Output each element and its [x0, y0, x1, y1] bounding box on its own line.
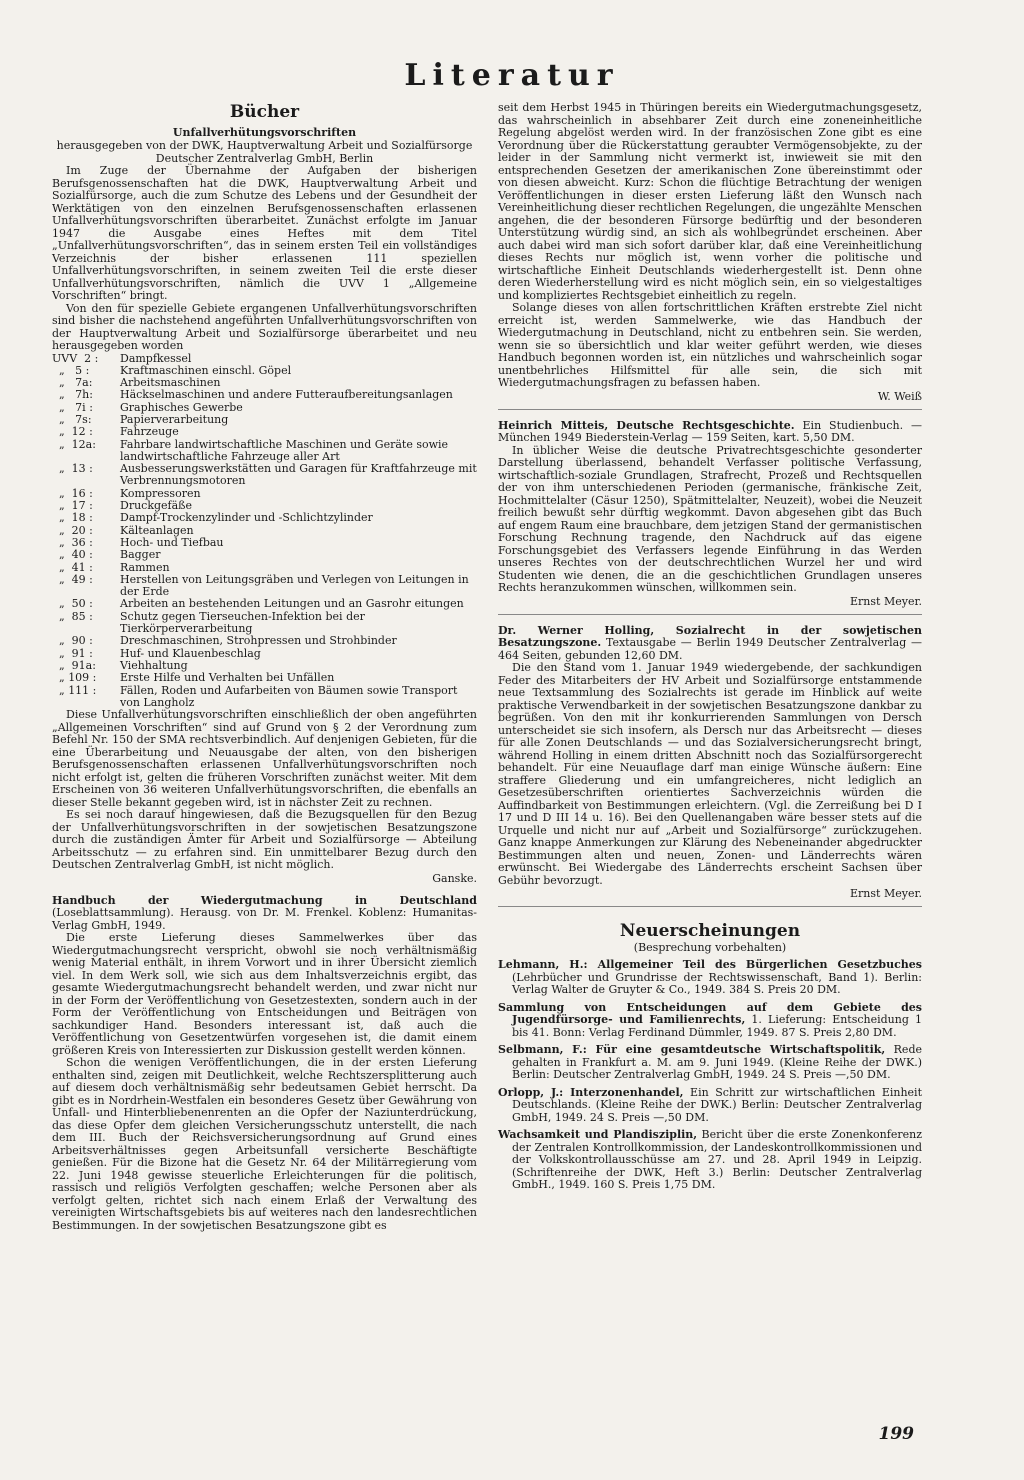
uvv-number: „ 7h:	[52, 388, 93, 402]
right-column	[498, 102, 922, 1192]
left-column	[52, 102, 477, 1232]
uvv-item	[52, 512, 477, 524]
uvv-item	[52, 672, 477, 684]
uvv-text: Fahrbare landwirtschaftliche Maschinen und Geräte sowie landwirtschaftliche Fahrzeuge aller Art	[120, 437, 449, 463]
handbuch-paragraph-4: Solange dieses von allen fortschrittlichen Kräften erstrebte Ziel nicht erreicht ist, werden Sammelwerke, wie das Handbuch der Wiedergutmachung in Deutschland, nicht zu entbehren sein. Sie werden, wenn sie so übersichtlich und klar weiter geführt werden, wie dieses Handbuch begonnen worden ist, ein nützliches und wahrscheinlich sogar unentbehrliches Hilfsmittel für alle sein, die sich mit Wiedergutmachungsfragen zu befassen haben.	[498, 301, 922, 389]
publication-title: Wachsamkeit und Plandisziplin,	[498, 1128, 698, 1141]
publication-details: (Lehrbücher und Grundrisse der Rechtswissenschaft, Band 1). Berlin: Verlag Walter de Gruyter & Co., 1949. 384 S. Preis 20 DM.	[512, 970, 922, 996]
publication-details: 1. Lieferung: Entscheidung 1 bis 41. Bonn: Verlag Ferdinand Dümmler, 1949. 87 S. Preis 2,80 DM.	[512, 1013, 922, 1039]
unfall-signature: Ganske.	[432, 871, 477, 885]
uvv-text: Huf- und Klauenbeschlag	[120, 646, 261, 660]
uvv-text: Arbeitsmaschinen	[120, 376, 221, 390]
uvv-number: „ 18 :	[52, 511, 93, 525]
uvv-item	[52, 537, 477, 549]
publication-item	[498, 959, 922, 997]
uvv-number: „ 7i :	[52, 400, 93, 414]
holling-title: Dr. Werner Holling, Sozialrecht in der sowjetischen Besatzungszone.	[498, 623, 922, 649]
mitteis-details: Ein Studienbuch. — München 1949 Biederstein-Verlag — 159 Seiten, kart. 5,50 DM.	[498, 418, 923, 444]
mitteis-heading	[498, 420, 922, 445]
uvv-number: „ 50 :	[52, 597, 93, 611]
handbuch-title: Handbuch der Wiedergutmachung in Deutschland	[52, 893, 477, 907]
holling-paragraph: Die den Stand vom 1. Januar 1949 wiedergebende, der sachkundigen Feder des Mitarbeiters der HV Arbeit und Sozialfürsorge entstammende neue Textsammlung des Sozialrechts ist gerade im Hinblick auf weite praktische Verwendbarkeit in der sowjetischen Besatzungszone dankbar zu begrüßen. Von den mit ihr konkurrierenden Sammlungen von Dersch unterscheidet sie sich insofern, als Dersch nur das Arbeitsrecht — dieses für alle Zonen Deutschlands — und das Sozialversicherungsrecht bringt, während Holling in einem dritten Abschnitt noch das Sozialfürsorgerecht behandelt. Für eine Neuauflage darf man einige Wünsche äußern: Eine straffere Gliederung und ein umfangreicheres, nicht lediglich an Gesetzesüberschriften orientiertes Sachverzeichnis würden die Auffindbarkeit von Bestimmungen erleichtern. (Vgl. die Zerreißung bei D I 17 und D III 14 u. 16). Bei den Quellenangaben wäre besser stets auf die Urquelle und nicht nur auf „Arbeit und Sozialfürsorge“ zurückzugehen. Ganz knappe Anmerkungen zur Klärung des Nebeneinander abgedruckter Bestimmungen alten und neuen, Zonen- und Länderrechts wären erwünscht. Bei Wiedergabe des Länderrechts erscheint Sachsen über Gebühr bevorzugt.	[498, 661, 922, 887]
uvv-item	[52, 611, 477, 636]
uvv-number: „ 7a:	[52, 376, 93, 390]
uvv-number: „ 91a:	[52, 658, 96, 672]
uvv-item	[52, 353, 477, 365]
uvv-text: Bagger	[120, 548, 161, 562]
uvv-number: „ 12 :	[52, 425, 93, 439]
uvv-number: „ 5 :	[52, 363, 90, 377]
uvv-item	[52, 414, 477, 426]
uvv-number: „ 12a:	[52, 437, 96, 451]
divider	[498, 614, 922, 615]
publication-details: Ein Schritt zur wirtschaftlichen Einheit Deutschlands. (Kleine Reihe der DWK.) Berlin: Deutscher Zentralverlag GmbH, 1949. 24 S. Preis —,50 DM.	[512, 1085, 922, 1124]
holling-signature: Ernst Meyer.	[850, 887, 922, 900]
uvv-text: Graphisches Gewerbe	[120, 400, 243, 414]
uvv-item	[52, 648, 477, 660]
uvv-item	[52, 574, 477, 599]
handbuch-paragraph-3: seit dem Herbst 1945 in Thüringen bereits ein Wiedergutmachungsgesetz, das wahrscheinlich in absehbarer Zeit durch eine zoneneinheitliche Regelung abgelöst werden wird. In der französischen Zone gibt es eine Verordnung über die Rückerstattung geraubter Vermögensobjekte, zu der leider in der Sammlung nicht vermerkt ist, inwieweit sie mit den entsprechenden Gesetzen der amerikanischen Zone übereinstimmt oder von diesen abweicht. Kurz: Schon die flüchtige Betrachtung der wenigen Veröffentlichungen in dieser ersten Lieferung läßt den Wunsch nach Vereinheitlichung dieser rechtlichen Regelungen, die ungezählte Menschen angehen, die der besonderen Fürsorge bedürftig und der besonderen Unterstützung würdig sind, an sich als wohlbegründet erscheinen. Aber auch dabei wird man sich sofort darüber klar, daß eine Vereinheitlichung dieses Rechts nur möglich ist, wenn vorher die politische und wirtschaftliche Einheit Deutschlands wiederhergestellt ist. Denn ohne deren Wiederherstellung wird es nicht möglich sein, ein so vielgestaltiges und kompliziertes Rechtsgebiet einheitlich zu regeln.	[498, 101, 922, 302]
uvv-item	[52, 365, 477, 377]
uvv-number: „ 90 :	[52, 634, 93, 648]
uvv-text: Rammen	[120, 560, 170, 574]
unfall-paragraph-1: Im Zuge der Übernahme der Aufgaben der bisherigen Berufsgenossenschaften hat die DWK, Hauptverwaltung Arbeit und Sozialfürsorge, auch die zum Schutze des Lebens und der Gesundheit der Werktätigen von den einzelnen Berufsgenossenschaften erlassenen Unfallverhütungsvorschriften überarbeitet. Zunächst erfolgte im Januar 1947 die Ausgabe eines Heftes mit dem Titel „Unfallverhütungsvorschriften“, das in seinem ersten Teil ein vollständiges Verzeichnis der bisher erlassenen 111 speziellen Unfallverhütungsvorschriften, in seinem zweiten Teil die erste dieser Unfallverhütungsvorschriften, nämlich die UVV 1 „Allgemeine Vorschriften“ bringt.	[52, 164, 477, 302]
uvv-text: Schutz gegen Tierseuchen-Infektion bei der Tierkörperverarbeitung	[120, 609, 365, 636]
uvv-list	[52, 353, 477, 710]
unfall-editor: herausgegeben von der DWK, Hauptverwaltung Arbeit und Sozialfürsorge	[56, 139, 473, 152]
uvv-item	[52, 525, 477, 537]
uvv-item	[52, 562, 477, 574]
uvv-number: „ 20 :	[52, 523, 93, 537]
uvv-number: „ 91 :	[52, 646, 93, 660]
uvv-text: Dampf-Trockenzylinder und -Schlichtzylinder	[120, 511, 373, 525]
new-publications-heading: Neuerscheinungen	[619, 921, 801, 941]
holling-details: Textausgabe — Berlin 1949 Deutscher Zentralverlag — 464 Seiten, gebunden 12,60 DM.	[498, 636, 922, 662]
uvv-number: „ 16 :	[52, 486, 93, 500]
uvv-item	[52, 488, 477, 500]
uvv-number: UVV 2 :	[52, 351, 99, 365]
handbuch-paragraph-2: Schon die wenigen Veröffentlichungen, die in der ersten Lieferung enthalten sind, zeigen mit Deutlichkeit, welche Rechtszersplitterung auch auf diesem doch verhältnismäßig sehr bedeutsamen Gebiet herrscht. Da gibt es in Nordrhein-Westfalen ein besonderes Gesetz über Gewährung von Unfall- und Hinterbliebenenrenten an die Opfer der Naziunterdrückung, das diese Opfer dem gleichen Versicherungsschutz unterstellt, die nach dem III. Buch der Reichsversicherungsordnung auf Grund eines Arbeitsverhältnisses gegen Arbeitsunfall versicherte Beschäftigte genießen. Für die Bizone hat die Gesetz Nr. 64 der Militärregierung vom 22. Juni 1948 gewisse steuerliche Erleichterungen für die politisch, rassisch und religiös Verfolgten geschaffen; welche Personen aber als verfolgt gelten, richtet sich nach einem Erlaß der Verwaltung des vereinigten Wirtschaftsgebiets bis auf weiteres nach den landesrechtlichen Bestimmungen. In der sowjetischen Besatzungszone gibt es	[52, 1056, 477, 1232]
publication-title: Orlopp, J.: Interzonenhandel,	[498, 1085, 684, 1099]
publication-title: Lehmann, H.: Allgemeiner Teil des Bürgerlichen Gesetzbuches	[498, 958, 922, 971]
uvv-number: „ 13 :	[52, 462, 93, 476]
uvv-text: Fahrzeuge	[120, 425, 179, 439]
unfall-paragraph-3: Diese Unfallverhütungsvorschriften einschließlich der oben angeführten „Allgemeinen Vorschriften“ sind auf Grund von § 2 der Verordnung zum Befehl Nr. 150 der SMA rechtsverbindlich. Auf denjenigen Gebieten, für die eine Überarbeitung und Neuausgabe der alten, von den bisherigen Berufsgenossenschaften erlassenen Unfallverhütungsvorschriften noch nicht erfolgt ist, gelten die früheren Vorschriften zunächst weiter. Mit dem Erscheinen von 36 weiteren Unfallverhütungsvorschriften, die ebenfalls an dieser Stelle bekannt gegeben wird, ist in nächster Zeit zu rechnen.	[52, 708, 477, 809]
uvv-text: Kraftmaschinen einschl. Göpel	[120, 363, 292, 377]
publication-title: Selbmann, F.: Für eine gesamtdeutsche Wirtschaftspolitik,	[498, 1043, 886, 1056]
uvv-item	[52, 439, 477, 464]
uvv-item	[52, 598, 477, 610]
uvv-text: Kälteanlagen	[120, 523, 194, 537]
divider	[498, 906, 922, 907]
mitteis-title: Heinrich Mitteis, Deutsche Rechtsgeschichte.	[498, 418, 795, 432]
handbuch-heading	[52, 895, 477, 933]
uvv-item	[52, 635, 477, 647]
uvv-number: „ 49 :	[52, 572, 93, 586]
publication-list	[498, 959, 922, 1192]
unfall-paragraph-2: Von den für spezielle Gebiete ergangenen Unfallverhütungsvorschriften sind bisher die nachstehend angeführten Unfallverhütungsvorschriften von der Hauptverwaltung Arbeit und Sozialfürsorge überarbeitet und neu herausgegeben worden	[52, 301, 477, 352]
page-title: Literatur	[404, 58, 620, 93]
uvv-number: „ 41 :	[52, 560, 93, 574]
uvv-text: Kompressoren	[120, 486, 201, 500]
uvv-text: Papierverarbeitung	[120, 412, 229, 426]
unfall-title: Unfallverhütungsvorschriften	[172, 126, 357, 139]
unfall-paragraph-4: Es sei noch darauf hingewiesen, daß die Bezugsquellen für den Bezug der Unfallverhütungsvorschriften in der sowjetischen Besatzungszone durch die zuständigen Ämter für Arbeit und Sozialfürsorge — Abteilung Arbeitsschutz — zu erfahren sind. Ein unmittelbarer Bezug durch den Deutschen Zentralverlag GmbH, ist nicht möglich.	[52, 808, 477, 872]
uvv-item	[52, 685, 477, 710]
uvv-number: „ 17 :	[52, 499, 93, 513]
uvv-item	[52, 402, 477, 414]
uvv-item	[52, 549, 477, 561]
unfall-publisher: Deutscher Zentralverlag GmbH, Berlin	[155, 152, 374, 165]
uvv-text: Dampfkessel	[120, 351, 192, 365]
uvv-number: „ 111 :	[52, 683, 97, 697]
uvv-text: Hoch- und Tiefbau	[120, 535, 224, 549]
mitteis-signature: Ernst Meyer.	[850, 594, 922, 608]
page-number: 199	[878, 1424, 914, 1444]
uvv-text: Druckgefäße	[120, 499, 193, 513]
publication-item	[498, 1087, 922, 1125]
uvv-text: Erste Hilfe und Verhalten bei Unfällen	[120, 671, 335, 685]
uvv-text: Ausbesserungswerkstätten und Garagen für Kraftfahrzeuge mit Verbrennungsmotoren	[120, 462, 477, 488]
uvv-number: „ 7s:	[52, 412, 92, 426]
publication-item	[498, 1044, 922, 1082]
handbuch-paragraph-1: Die erste Lieferung dieses Sammelwerkes über das Wiedergutmachungsrecht verspricht, obwohl sie noch verhältnismäßig wenig Material enthält, in ihrem Vorwort und in ihrer Übersicht ziemlich viel. In dem Werk soll, wie sich aus dem Inhaltsverzeichnis ergibt, das gesamte Wiedergutmachungsrecht behandelt werden, und zwar nicht nur in der Form der Veröffentlichung von Gesetzestexten, sondern auch in der Form der Veröffentlichung von Entscheidungen und Beiträgen von sachkundiger Hand. Besonders interessant ist, daß auch die Veröffentlichung von Gesetzentwürfen vorgesehen ist, die damit einem größeren Kreis von Interessierten zur Diskussion gestellt werden können.	[52, 931, 477, 1057]
publication-item	[498, 1129, 922, 1192]
uvv-number: „ 40 :	[52, 548, 93, 562]
handbuch-signature: W. Weiß	[877, 389, 922, 403]
uvv-text: Dreschmaschinen, Strohpressen und Strohbinder	[120, 634, 397, 648]
publication-item	[498, 1002, 922, 1040]
uvv-number: „ 36 :	[52, 535, 93, 549]
uvv-text: Viehhaltung	[120, 658, 188, 672]
uvv-text: Häckselmaschinen und andere Futteraufbereitungsanlagen	[120, 388, 453, 402]
uvv-text: Herstellen von Leitungsgräben und Verlegen von Leitungen in der Erde	[120, 572, 469, 599]
new-publications-note: (Besprechung vorbehalten)	[633, 941, 787, 954]
uvv-text: Fällen, Roden und Aufarbeiten von Bäumen sowie Transport von Langholz	[120, 683, 458, 709]
uvv-item	[52, 389, 477, 401]
uvv-text: Arbeiten an bestehenden Leitungen und an Gasrohr eitungen	[120, 597, 464, 611]
publication-title: Sammlung von Entscheidungen auf dem Gebiete des Jugendfürsorge- und Familienrechts,	[498, 1000, 922, 1026]
divider	[498, 409, 922, 410]
uvv-item	[52, 426, 477, 438]
uvv-number: „ 109 :	[52, 671, 97, 685]
mitteis-paragraph: In üblicher Weise die deutsche Privatrechtsgeschichte gesonderter Darstellung überlassend, behandelt Verfasser politische Verfassung, wirtschaftlich-soziale Grundlagen, Strafrecht, Prozeß und Rechtsquellen der von ihm unterschiedenen Perioden (germanische, fränkische Zeit, Hochmittelalter (Cäsur 1250), Spätmittelalter, Neuzeit), wobei die Neuzeit freilich bewußt sehr dürftig wegkommt. Davon abgesehen gibt das Buch auf engem Raum eine brauchbare, dem jetzigen Stand der germanistischen Forschung Rechnung tragende, den Nachdruck auf das eigene Forschungsgebiet des Verfassers legende Einführung in das Werden unseres Rechtes von der deutschrechtlichen Wurzel her und wird Studenten wie denen, die an die geschichtlichen Grundlagen unseres Rechts heranzukommen wünschen, willkommen sein.	[498, 443, 922, 594]
handbuch-details: (Loseblattsammlung). Herausg. von Dr. M. Frenkel. Koblenz: Humanitas-Verlag GmbH, 1949.	[52, 906, 477, 932]
publication-details: Rede gehalten in Frankfurt a. M. am 9. Juni 1949. (Kleine Reihe der DWK.) Berlin: Deutscher Zentralverlag GmbH, 1949. 24 S. Preis —,50 DM.	[512, 1043, 922, 1081]
uvv-item	[52, 463, 477, 488]
uvv-number: „ 85 :	[52, 609, 93, 623]
holling-heading	[498, 625, 922, 663]
books-heading: Bücher	[229, 102, 300, 122]
publication-details: Bericht über die erste Zonenkonferenz der Zentralen Kontrollkommission, der Landeskontrollkommissionen und der Volkskontrollausschüsse am 27. und 28. April 1949 in Leipzig. (Schriftenreihe der DWK, Heft 3.) Berlin: Deutscher Zentralverlag GmbH., 1949. 160 S. Preis 1,75 DM.	[512, 1128, 922, 1191]
